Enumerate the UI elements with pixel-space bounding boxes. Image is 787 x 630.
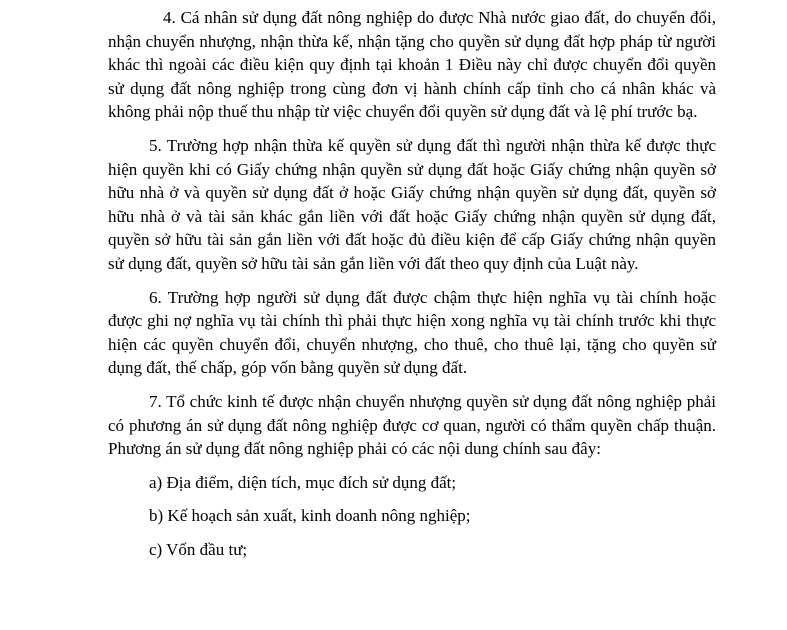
list-item-a: a) Địa điểm, diện tích, mục đích sử dụng đất; (149, 472, 457, 492)
paragraph-clause-5: 5. Trường hợp nhận thừa kế quyền sử dụng đất thì người nhận thừa kế được thực hiện quyền khi có Giấy chứng nhận quyền sử dụng đất hoặc Giấy chứng nhận quyền sở hữu nhà ở và quyền sử dụng đất ở hoặc Giấy chứng nhận quyền sử dụng đất, quyền sở hữu nhà ở và tài sản khác gắn liền với đất hoặc Giấy chứng nhận quyền sử dụng đất, quyền sở hữu tài sản gắn liền với đất hoặc đủ điều kiện để cấp Giấy chứng nhận quyền sử dụng đất, quyền sở hữu tài sản gắn liền với đất theo quy định của Luật này. (108, 135, 716, 273)
list-item-b: b) Kế hoạch sản xuất, kinh doanh nông nghiệp; (149, 506, 471, 526)
list-item-c: c) Vốn đầu tư; (149, 539, 248, 559)
paragraph-clause-6: 6. Trường hợp người sử dụng đất được chậm thực hiện nghĩa vụ tài chính hoặc được ghi nợ nghĩa vụ tài chính thì phải thực hiện xong nghĩa vụ tài chính trước khi thực hiện các quyền chuyển đổi, chuyển nhượng, cho thuê, cho thuê lại, tặng cho quyền sử dụng đất, thế chấp, góp vốn bằng quyền sử dụng đất. (108, 287, 716, 378)
document-page (108, 6, 716, 561)
paragraph-clause-4: 4. Cá nhân sử dụng đất nông nghiệp do được Nhà nước giao đất, do chuyển đổi, nhận chuyển nhượng, nhận thừa kế, nhận tặng cho quyền sử dụng đất hợp pháp từ người khác thì ngoài các điều kiện quy định tại khoản 1 Điều này chỉ được chuyển đổi quyền sử dụng đất nông nghiệp trong cùng đơn vị hành chính cấp tỉnh cho cá nhân khác và không phải nộp thuế thu nhập từ việc chuyển đổi quyền sử dụng đất và lệ phí trước bạ. (108, 8, 716, 122)
clause-7-list (108, 471, 716, 562)
paragraph-clause-7: 7. Tổ chức kinh tế được nhận chuyển nhượng quyền sử dụng đất nông nghiệp phải có phương án sử dụng đất nông nghiệp được cơ quan, người có thẩm quyền chấp thuận. Phương án sử dụng đất nông nghiệp phải có các nội dung chính sau đây: (108, 391, 716, 459)
